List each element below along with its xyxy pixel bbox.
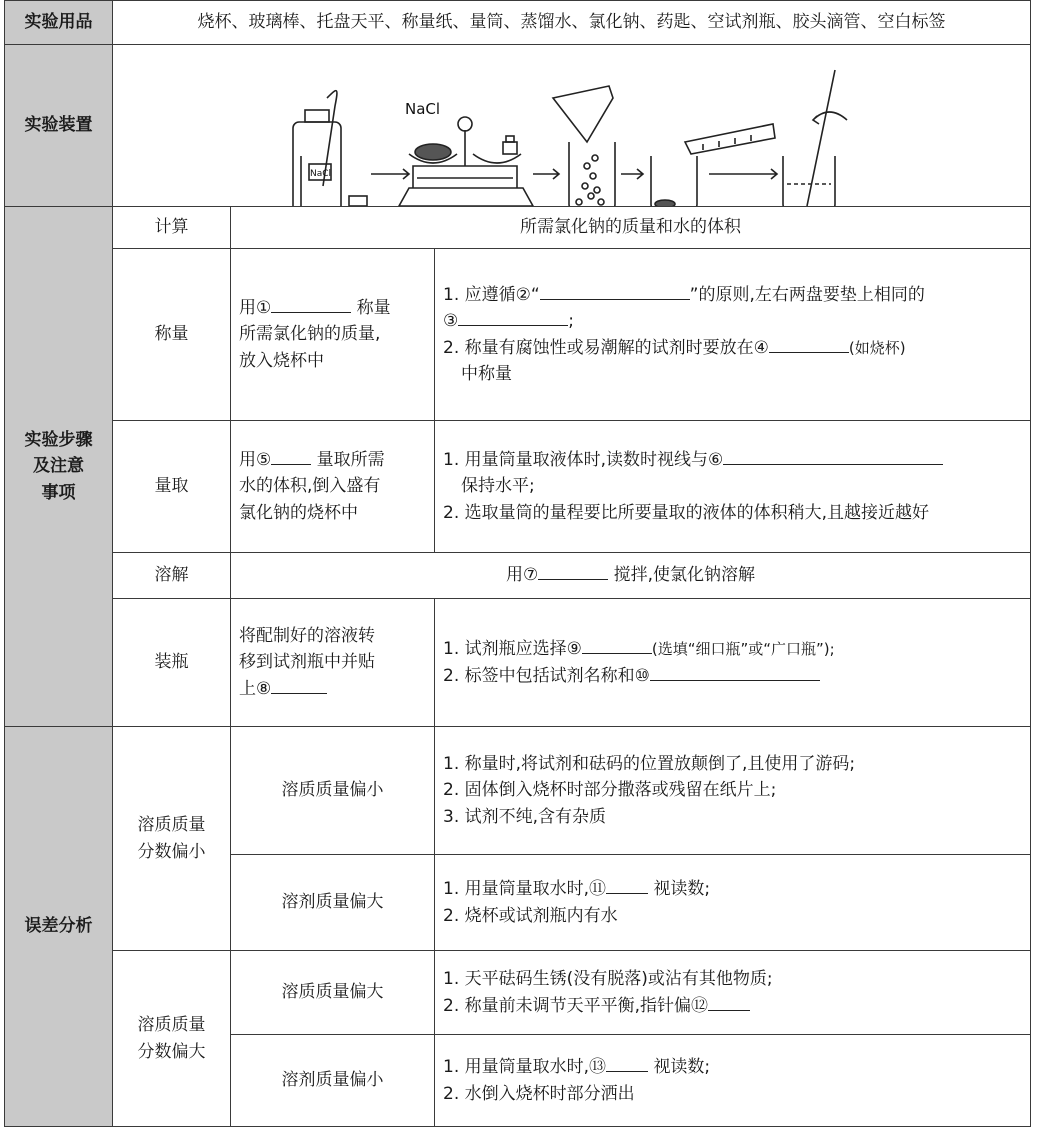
apparatus-cell [113, 45, 1031, 207]
error-high-label: 溶质质量 分数偏大 [113, 951, 231, 1127]
blank-5[interactable] [271, 447, 311, 465]
step-dissolve-content: 用⑦ 搅拌,使氯化钠溶解 [231, 553, 1031, 599]
blank-13[interactable] [606, 1054, 648, 1072]
blank-10[interactable] [650, 663, 820, 681]
dish-icon [349, 196, 367, 206]
apparatus-diagram [113, 46, 1031, 206]
error-solute-small-name: 溶质质量偏小 [231, 727, 435, 855]
blank-2[interactable] [540, 282, 690, 300]
arrow-icon [533, 169, 559, 179]
step-dissolve-row [5, 553, 1031, 599]
blank-3[interactable] [458, 308, 568, 326]
beaker-icon [553, 86, 615, 206]
jar-label: NaCl [310, 168, 332, 179]
arrow-icon [621, 169, 643, 179]
step-measure-notes: 1. 用量筒量取液体时,读数时视线与⑥ 保持水平; 2. 选取量筒的量程要比所要量取的液体的体积稍大,且越接近越好 [435, 421, 1031, 553]
beaker-icon [783, 70, 847, 206]
step-measure-method: 用⑤ 量取所需 水的体积,倒入盛有 氯化钠的烧杯中 [231, 421, 435, 553]
error-solute-small-notes: 1. 称量时,将试剂和砝码的位置放颠倒了,且使用了游码; 2. 固体倒入烧杯时部分撒落或残留在纸片上; 3. 试剂不纯,含有杂质 [435, 727, 1031, 855]
error-solvent-large-name: 溶剂质量偏大 [231, 855, 435, 951]
step-weigh-notes: 1. 应遵循②“ ”的原则,左右两盘要垫上相同的 ③ ; 2. 称量有腐蚀性或易潮解的试剂时要放在④ (如烧杯) 中称量 [435, 249, 1031, 421]
balance-icon [399, 117, 533, 206]
step-calculate-name: 计算 [113, 207, 231, 249]
step-calculate-content: 所需氯化钠的质量和水的体积 [231, 207, 1031, 249]
blank-1[interactable] [271, 295, 351, 313]
step-bottle-row [5, 599, 1031, 727]
steps-label: 实验步骤 及注意 事项 [5, 207, 113, 727]
error-solvent-large-notes: 1. 用量筒量取水时,⑪ 视读数; 2. 烧杯或试剂瓶内有水 [435, 855, 1031, 951]
arrow-icon [709, 169, 777, 179]
blank-12[interactable] [708, 993, 750, 1011]
arrow-icon [371, 169, 409, 179]
error-label: 误差分析 [5, 727, 113, 1127]
apparatus-label: 实验装置 [5, 45, 113, 207]
step-bottle-method: 将配制好的溶液转 移到试剂瓶中并贴 上⑧ [231, 599, 435, 727]
blank-9[interactable] [582, 636, 652, 654]
error-low-label: 溶质质量 分数偏小 [113, 727, 231, 951]
reagent-jar-icon [293, 110, 341, 206]
blank-7[interactable] [538, 562, 608, 580]
step-dissolve-name: 溶解 [113, 553, 231, 599]
blank-4[interactable] [769, 335, 849, 353]
nacl-label: NaCl [405, 99, 441, 118]
step-bottle-notes: 1. 试剂瓶应选择⑨ (选填“细口瓶”或“广口瓶”); 2. 标签中包括试剂名称和⑩ [435, 599, 1031, 727]
error-solvent-small-name: 溶剂质量偏小 [231, 1035, 435, 1127]
blank-11[interactable] [606, 876, 648, 894]
supplies-row [5, 1, 1031, 45]
error-high-solute-row [5, 951, 1031, 1035]
supplies-label: 实验用品 [5, 1, 113, 45]
step-measure-row [5, 421, 1031, 553]
beaker-icon [651, 124, 775, 206]
step-weigh-method: 用① 称量 所需氯化钠的质量, 放入烧杯中 [231, 249, 435, 421]
error-solvent-small-notes: 1. 用量筒量取水时,⑬ 视读数; 2. 水倒入烧杯时部分洒出 [435, 1035, 1031, 1127]
step-weigh-row [5, 249, 1031, 421]
apparatus-row [5, 45, 1031, 207]
step-calculate-row [5, 207, 1031, 249]
supplies-items: 烧杯、玻璃棒、托盘天平、称量纸、量筒、蒸馏水、氯化钠、药匙、空试剂瓶、胶头滴管、空白标签 [113, 1, 1031, 45]
step-bottle-name: 装瓶 [113, 599, 231, 727]
error-solute-large-name: 溶质质量偏大 [231, 951, 435, 1035]
salt-pile-icon [415, 144, 451, 160]
error-solute-large-notes: 1. 天平砝码生锈(没有脱落)或沾有其他物质; 2. 称量前未调节天平平衡,指针偏⑫ [435, 951, 1031, 1035]
blank-6[interactable] [723, 447, 943, 465]
experiment-table [4, 0, 1031, 1127]
blank-8[interactable] [271, 676, 327, 694]
step-weigh-name: 称量 [113, 249, 231, 421]
error-low-solute-row [5, 727, 1031, 855]
step-measure-name: 量取 [113, 421, 231, 553]
